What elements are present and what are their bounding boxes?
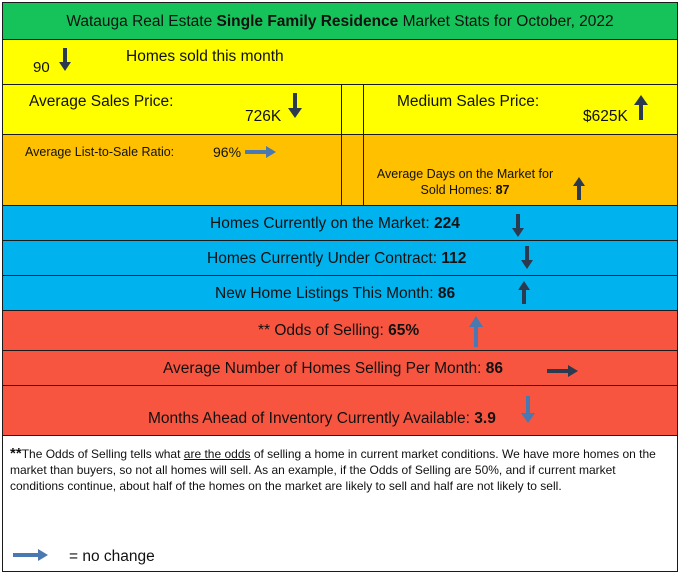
arrow-up-icon xyxy=(518,281,530,305)
ratio-row xyxy=(2,135,678,206)
homes-sold-value: 90 xyxy=(33,59,50,76)
medium-sales-price-label: Medium Sales Price: xyxy=(397,93,540,110)
medium-sales-price-value: $625K xyxy=(583,108,628,125)
list-to-sale-label: Average List-to-Sale Ratio: xyxy=(25,145,175,159)
footnote-marker: ** xyxy=(10,445,22,462)
on-market-text: Homes Currently on the Market: 224 xyxy=(210,215,460,232)
arrow-up-icon xyxy=(469,316,483,348)
arrow-down-icon xyxy=(288,93,302,119)
footnote-text: **The Odds of Selling tells what are the odds of selling a home in current market conditions. We have more homes on the market than buyers, so not all homes will sell. As an example, if the Odds of Selling are 50%, and if current market conditions continue, about half of the homes on the market are likely to sell and half are not likely to sell. xyxy=(10,445,656,493)
odds-row xyxy=(2,311,678,351)
arrow-down-icon xyxy=(521,246,533,270)
arrow-down-icon xyxy=(512,214,524,238)
under-contract-text: Homes Currently Under Contract: 112 xyxy=(207,250,467,267)
new-listings-text: New Home Listings This Month: 86 xyxy=(215,285,456,302)
months-ahead-text: Months Ahead of Inventory Currently Available: 3.9 xyxy=(148,410,496,427)
avg-selling-text: Average Number of Homes Selling Per Month: 86 xyxy=(163,360,504,377)
page-title: Watauga Real Estate Single Family Residence Market Stats for October, 2022 xyxy=(66,13,614,30)
days-on-market-label: Average Days on the Market for Sold Homes: 87 xyxy=(376,167,554,197)
homes-sold-label: Homes sold this month xyxy=(126,48,284,65)
no-change-arrow-icon xyxy=(13,549,49,561)
footnote-underlined: are the odds xyxy=(183,447,251,461)
arrow-right-icon xyxy=(547,365,579,377)
price-row xyxy=(2,85,678,135)
legend-label: = no change xyxy=(69,548,155,565)
avg-sales-price-label: Average Sales Price: xyxy=(29,93,174,110)
arrow-up-icon xyxy=(573,177,585,201)
avg-selling-row xyxy=(2,351,678,386)
new-listings-row xyxy=(2,276,678,311)
arrow-down-icon xyxy=(59,48,71,72)
months-ahead-row xyxy=(2,386,678,436)
arrow-down-icon xyxy=(521,396,535,424)
arrow-right-icon xyxy=(245,146,277,158)
on-market-row xyxy=(2,206,678,241)
homes-sold-row xyxy=(2,40,678,85)
header-bar xyxy=(2,2,678,40)
footnote-area xyxy=(2,436,678,572)
odds-text: ** Odds of Selling: 65% xyxy=(258,322,420,339)
avg-sales-price-value: 726K xyxy=(245,108,282,125)
list-to-sale-value: 96% xyxy=(213,144,242,160)
under-contract-row xyxy=(2,241,678,276)
arrow-up-icon xyxy=(634,95,648,121)
